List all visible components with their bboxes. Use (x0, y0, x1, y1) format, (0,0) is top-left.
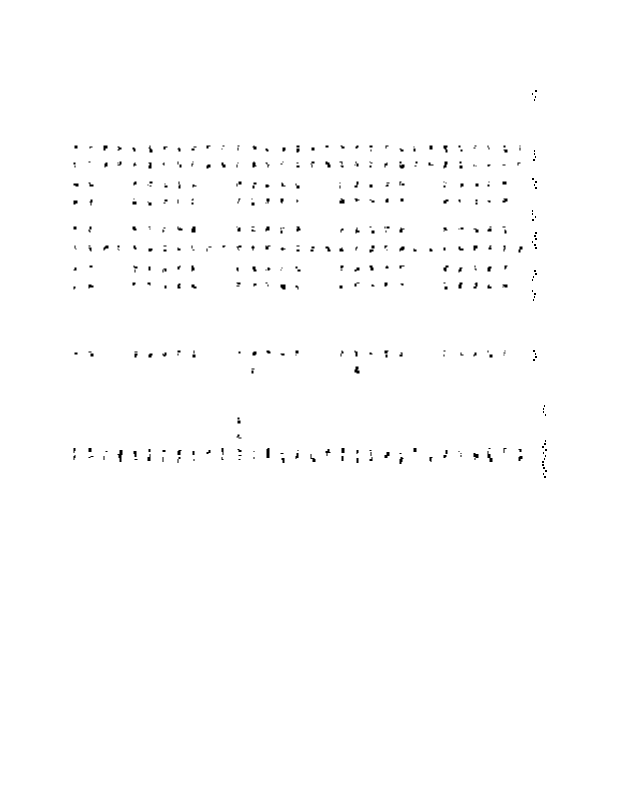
table-cell-mark (89, 162, 91, 163)
table-cell-mark (267, 448, 270, 458)
table-cell-mark (165, 286, 167, 289)
table-cell-mark (430, 146, 433, 150)
table-cell-mark (297, 146, 300, 153)
table-cell-mark (75, 353, 78, 355)
table-cell-mark (239, 352, 241, 354)
table-cell-mark (90, 266, 93, 268)
table-cell-mark (74, 227, 77, 230)
table-cell-mark (503, 165, 506, 166)
table-cell-mark (476, 184, 479, 187)
table-cell-mark (75, 146, 78, 149)
table-cell-mark (401, 199, 404, 202)
table-cell-mark (326, 146, 329, 148)
table-cell-mark (503, 182, 507, 185)
table-cell-mark (520, 146, 521, 151)
table-cell-mark (340, 286, 343, 289)
table-cell-mark (370, 185, 373, 188)
table-cell-mark (312, 148, 315, 151)
table-cell-mark (178, 200, 179, 204)
table-cell-mark (414, 448, 417, 452)
table-cell-mark (444, 248, 446, 251)
table-cell-mark (149, 267, 151, 271)
table-cell-mark (340, 183, 341, 189)
table-cell-mark (149, 163, 152, 169)
